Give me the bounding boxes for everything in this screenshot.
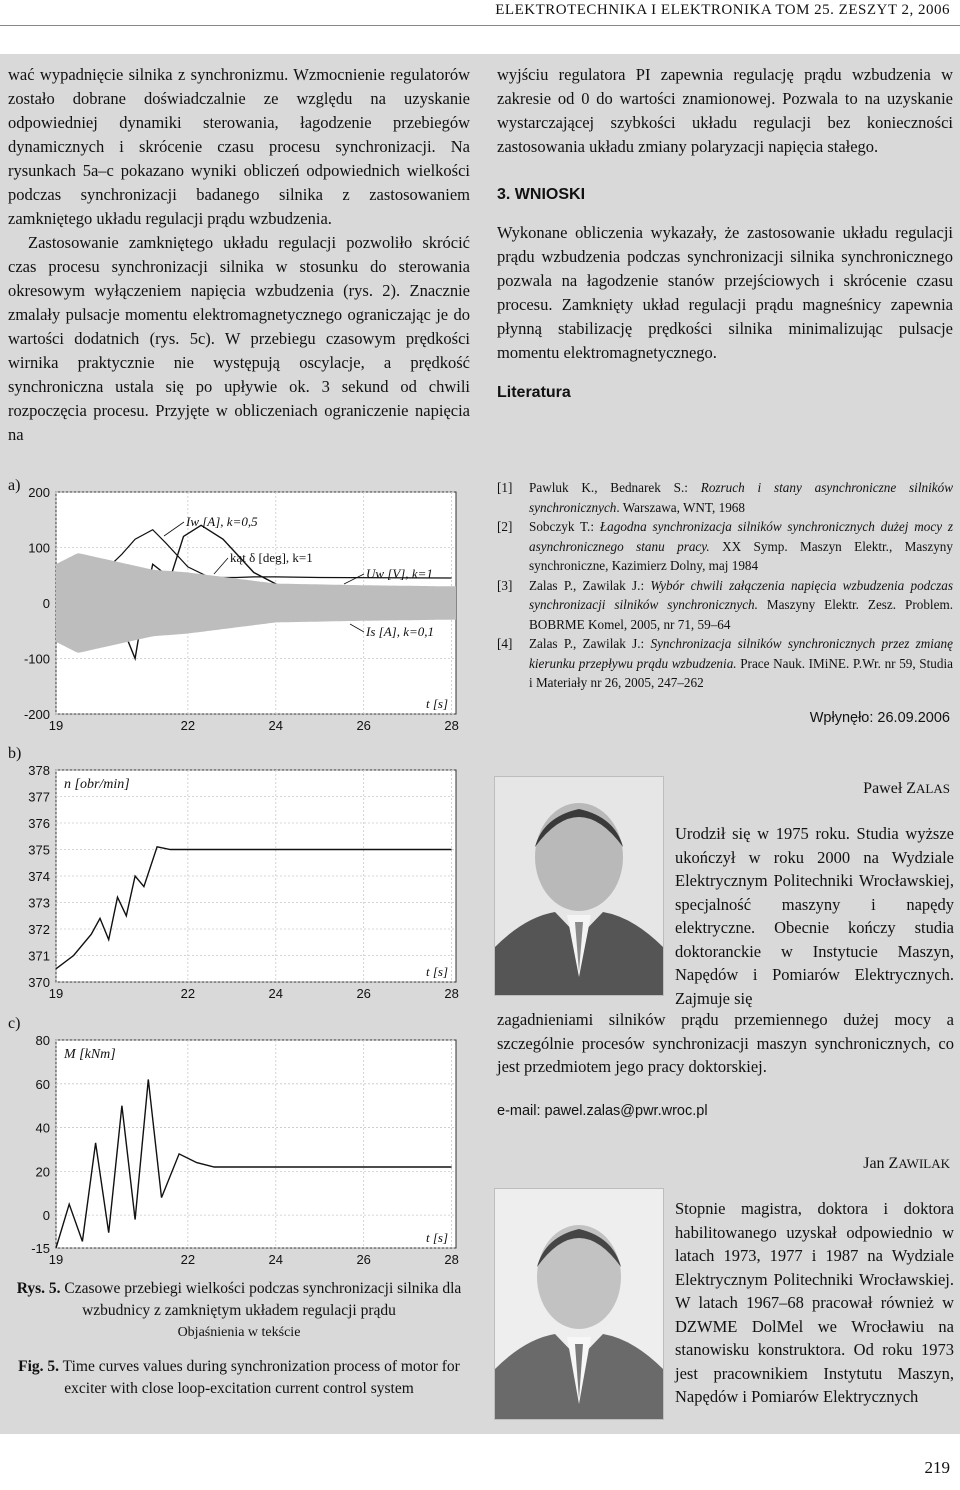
plot-area — [56, 1040, 456, 1248]
y-tick-label: 0 — [42, 1208, 50, 1224]
y-tick-label: 375 — [28, 842, 50, 858]
journal-title: ELEKTROTECHNIKA I ELEKTRONIKA TOM 25. ZESZYT 2, 2006 — [495, 2, 950, 18]
right-column — [497, 63, 953, 405]
caption-pl-note: Objaśnienia w tekście — [177, 1325, 301, 1340]
author-email: e-mail: pawel.zalas@pwr.wroc.pl — [497, 1103, 708, 1119]
y-tick-label: 374 — [28, 869, 50, 884]
x-tick-label: 19 — [48, 986, 64, 1001]
y-tick-label: 0 — [42, 596, 50, 611]
series-label: Is [A], k=0,1 — [366, 624, 434, 639]
author-photo-zalas — [494, 776, 664, 996]
y-tick-label: 80 — [35, 1033, 50, 1048]
series-label: kąt δ [deg], k=1 — [230, 550, 313, 565]
received-date: Wpłynęło: 26.09.2006 — [809, 710, 950, 726]
y-tick-label: -100 — [23, 651, 50, 667]
reference-number: [4] — [497, 636, 513, 651]
reference-item — [497, 634, 953, 693]
caption-pl-text: Czasowe przebiegi wielkości podczas synchronizacji silnika dla wzbudnicy z zamkniętym układem regulacji prądu — [60, 1280, 462, 1319]
figure-caption — [4, 1278, 474, 1400]
reference-number: [1] — [497, 480, 513, 495]
reference-number: [2] — [497, 519, 513, 534]
reference-details: XX Symp. Maszyn Elektr., Maszyny synchroniczne, Kazimierz Dolny, maj 1984 — [529, 538, 953, 573]
conclusions-paragraph: Wykonane obliczenia wykazały, że zastosowanie układu regulacji prądu wzbudzenia podczas synchronizacji silnika synchronicznego pozwala na łagodzenie stanów przejściowych i skrócenie czasu procesu. Zamknięty układ regulacji prądu magneśnicy zapewnia płynną stabilizację prędkości silnika minimalizując pulsacje momentu elektromagnetycznego. — [497, 223, 953, 362]
running-header — [0, 0, 960, 24]
x-tick-label: 28 — [444, 986, 459, 1001]
y-tick-label: -200 — [23, 707, 50, 722]
figure-5-chart — [4, 470, 474, 1275]
reference-title: Wybór chwili załączenia napięcia wzbudzenia podczas synchronizacji silników synchronicznych. — [529, 577, 953, 612]
x-tick-label: 26 — [356, 718, 371, 733]
x-axis-label: t [s] — [426, 696, 449, 711]
reference-details: Maszyny Elektr. Zesz. Problem. BOBRME Komel, 2005, nr 71, 59–64 — [529, 597, 953, 632]
x-tick-label: 26 — [356, 1252, 371, 1267]
y-tick-label: 370 — [28, 975, 50, 990]
portrait-image — [495, 777, 663, 995]
reference-title: Synchronizacja silników synchronicznych przez zmianę kierunku przepływu prądu wzbudzenia. — [529, 636, 953, 671]
y-tick-label: 40 — [35, 1120, 50, 1136]
y-tick-label: 377 — [28, 789, 50, 805]
y-tick-label: 376 — [28, 816, 50, 831]
series-label: Iw [A], k=0,5 — [186, 514, 258, 529]
page-number: 219 — [924, 1458, 950, 1477]
y-tick-label: 60 — [35, 1076, 50, 1092]
caption-pl-label: Rys. 5. — [16, 1280, 61, 1297]
reference-title: Łagodna synchronizacja silników synchronicznych dużej mocy z asynchronicznego stanu pracy. — [529, 519, 953, 554]
bio-text-zalas-part1: Urodził się w 1975 roku. Studia wyższe ukończył w roku 2000 na Wydziale Elektrycznym Politechniki Wrocławskiej, specjalność maszyny i napędy elektryczne. Obecnie kończy studia doktoranckie w Instytucie Maszyn, Napędów i Pomiarów Elektrycznych. Zajmuje się — [675, 824, 954, 1008]
y-tick-label: -15 — [31, 1241, 50, 1256]
panel-label: c) — [8, 1015, 21, 1032]
reference-title: Rozruch i stany asynchroniczne silników synchronicznych — [529, 480, 953, 515]
caption-en-label: Fig. 5. — [18, 1358, 60, 1375]
series-label: M [kNm] — [64, 1047, 116, 1062]
series-label: Uw [V], k=1 — [366, 566, 433, 581]
panel-label: a) — [8, 477, 21, 494]
reference-authors: Zalas P., Zawilak J.: — [529, 636, 651, 651]
x-tick-label: 26 — [356, 986, 371, 1001]
x-tick-label: 28 — [444, 718, 459, 733]
reference-details: . Warszawa, WNT, 1968 — [616, 499, 745, 515]
section-heading: 3. WNIOSKI — [497, 186, 586, 203]
reference-authors: Pawluk K., Bednarek S.: — [529, 480, 701, 495]
x-tick-label: 28 — [444, 1252, 459, 1267]
reference-item — [497, 576, 953, 635]
reference-list — [497, 478, 953, 693]
left-paragraph-1: wać wypadnięcie silnika z synchronizmu. Wzmocnienie regulatorów zostało dobrane doświadczalnie ze względu na uzyskanie odpowiedniej dynamiki sterowania, łagodzenie przebiegów dynamicznych i skrócenie czasu procesu synchronizacji. Na rysunkach 5a–c pokazano wyniki obliczeń odpowiednich wielkości podczas synchronizacji badanego silnika z zastosowaniem zamkniętego układu regulacji prądu wzbudzenia. — [8, 65, 470, 228]
y-tick-label: 372 — [28, 922, 50, 937]
panel-label: b) — [8, 745, 22, 762]
left-paragraph-2: Zastosowanie zamkniętego układu regulacji pozwoliło skrócić czas procesu synchronizacji silnika w stosunku do sterowania okresowym wyłączeniem napięcia wzbudzenia (rys. 2). Znacznie zmalały pulsacje momentu elektromagnetycznego ograniczając je do wartości dodatnich (rys. 5c). W przebiegu czasowym prędkości wirnika praktycznie nie występują oscylacje, a prędkość synchroniczna ustala się po upływie ok. 3 sekund od chwili rozpoczęcia procesu. Przyjęte w obliczeniach ograniczenie napięcia na — [8, 233, 470, 444]
reference-authors: Zalas P., Zawilak J.: — [529, 577, 651, 593]
author-photo-zawilak — [494, 1188, 664, 1420]
author-name-first: Jan Z — [863, 1155, 899, 1172]
author-name-zawilak — [863, 1155, 950, 1173]
right-intro-paragraph: wyjściu regulatora PI zapewnia regulację prądu wzbudzenia w zakresie od 0 do wartości znamionowej. Pozwala to na uzyskanie wystarczającej szybkości układu regulacji bez konieczności zastosowania układu zmiany polaryzacji napięcia stałego. — [497, 65, 953, 156]
series-label: n [obr/min] — [64, 777, 130, 792]
x-tick-label: 24 — [268, 718, 284, 733]
left-column — [8, 63, 470, 447]
author-name-smallcaps: ALAS — [916, 781, 950, 796]
x-axis-label: t [s] — [426, 1230, 449, 1245]
y-tick-label: 378 — [28, 763, 50, 778]
x-tick-label: 22 — [180, 1252, 196, 1267]
x-axis-label: t [s] — [426, 964, 449, 979]
x-tick-label: 22 — [180, 986, 196, 1001]
x-tick-label: 24 — [268, 1252, 284, 1267]
reference-details: Prace Nauk. IMiNE. P.Wr. nr 59, Studia i Materiały nr 26, 2005, 247–262 — [529, 655, 954, 690]
literature-heading: Literatura — [497, 384, 571, 401]
y-tick-label: 200 — [28, 485, 50, 500]
y-tick-label: 371 — [28, 948, 50, 964]
x-tick-label: 19 — [48, 718, 64, 733]
author-name-zalas — [863, 780, 950, 798]
x-tick-label: 22 — [180, 718, 196, 733]
x-tick-label: 24 — [268, 986, 284, 1001]
bio-text-zalas-part2: zagadnieniami silników prądu przemiennego dużej mocy a szczególnie procesów synchronizacji maszyn synchronicznych, co jest przedmiotem jego pracy doktorskiej. — [497, 1010, 954, 1076]
reference-authors: Sobczyk T.: — [529, 519, 600, 534]
header-rule — [0, 25, 960, 26]
figure-5 — [4, 470, 474, 1275]
reference-item — [497, 478, 953, 517]
author-name-first: Paweł Z — [863, 780, 917, 797]
y-tick-label: 100 — [28, 540, 50, 556]
author-name-smallcaps: AWILAK — [898, 1156, 950, 1171]
y-tick-label: 373 — [28, 895, 50, 911]
portrait-image — [495, 1189, 663, 1419]
bio-text-zawilak: Stopnie magistra, doktora i doktora habilitowanego uzyskał odpowiednio w latach 1973, 1977 i 1987 na Wydziale Elektrycznym Politechniki Wrocławskiej. W latach 1967–68 pracował również w DZWME DolMel we Wrocławiu na stanowisku konstruktora. Od roku 1973 jest pracownikiem Instytutu Maszyn, Napędów i Pomiarów Elektrycznych — [675, 1199, 954, 1406]
y-tick-label: 20 — [35, 1164, 50, 1180]
caption-en-text: Time curves values during synchronization process of motor for exciter with close loop-excitation current control system — [59, 1358, 460, 1397]
x-tick-label: 19 — [48, 1252, 64, 1267]
reference-item — [497, 517, 953, 576]
reference-number: [3] — [497, 577, 513, 593]
